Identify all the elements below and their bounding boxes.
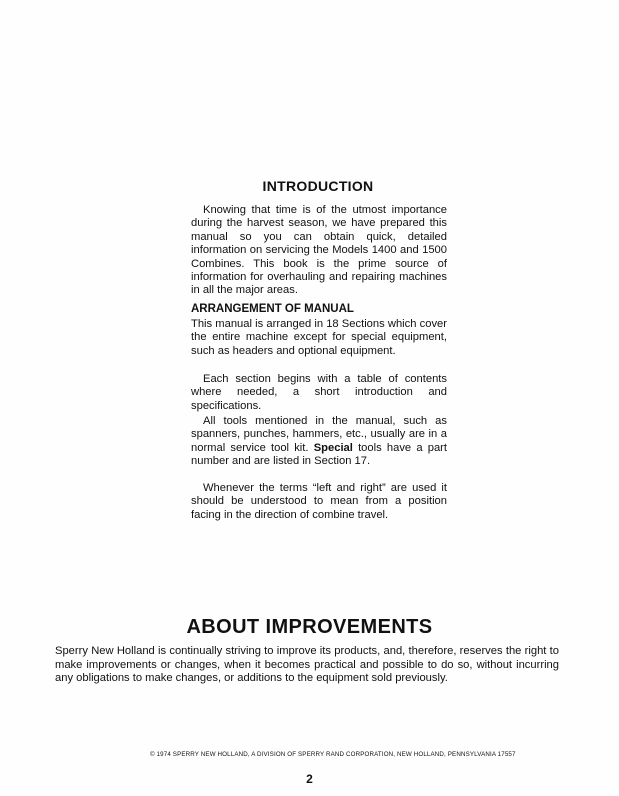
arrangement-paragraph-4: Whenever the terms “left and right” are used it should be understood to mean from a position facing in the direction of combine travel. [191,482,447,521]
arrangement-paragraph-3-text-b: tools have a part number and are listed in Section 17. [191,441,448,468]
improvements-title: ABOUT IMPROVEMENTS [186,616,433,638]
arrangement-paragraph-1: This manual is arranged in 18 Sections which cover the entire machine except for special equipment, such as headers and optional equipment. [191,318,447,357]
arrangement-heading: ARRANGEMENT OF MANUAL [191,303,354,315]
arrangement-paragraph-2: Each section begins with a table of contents where needed, a short introduction and specifications. [191,373,447,412]
arrangement-paragraph-3 [191,415,447,469]
copyright-notice: © 1974 SPERRY NEW HOLLAND, A DIVISION OF SPERRY RAND CORPORATION, NEW HOLLAND, PENNSYLVANIA 17557 [150,751,516,758]
improvements-paragraph: Sperry New Holland is continually striving to improve its products, and, therefore, reserves the right to make improvements or changes, when it becomes practical and possible to do so, without incurring any obligations to make changes, or additions to the equipment sold previously. [55,645,559,685]
introduction-title: INTRODUCTION [262,178,374,194]
introduction-paragraph: Knowing that time is of the utmost importance during the harvest season, we have prepared this manual so you can obtain quick, detailed information on servicing the Models 1400 and 1500 Combines. This book is the prime source of information for overhauling and repairing machines in all the major areas. [191,204,447,297]
special-emphasis: Special [313,441,353,454]
arrangement-paragraph-3-text-a: All tools mentioned in the manual, such as spanners, punches, hammers, etc., usually are in a normal service tool kit. [191,415,447,454]
page-number: 2 [306,772,313,786]
